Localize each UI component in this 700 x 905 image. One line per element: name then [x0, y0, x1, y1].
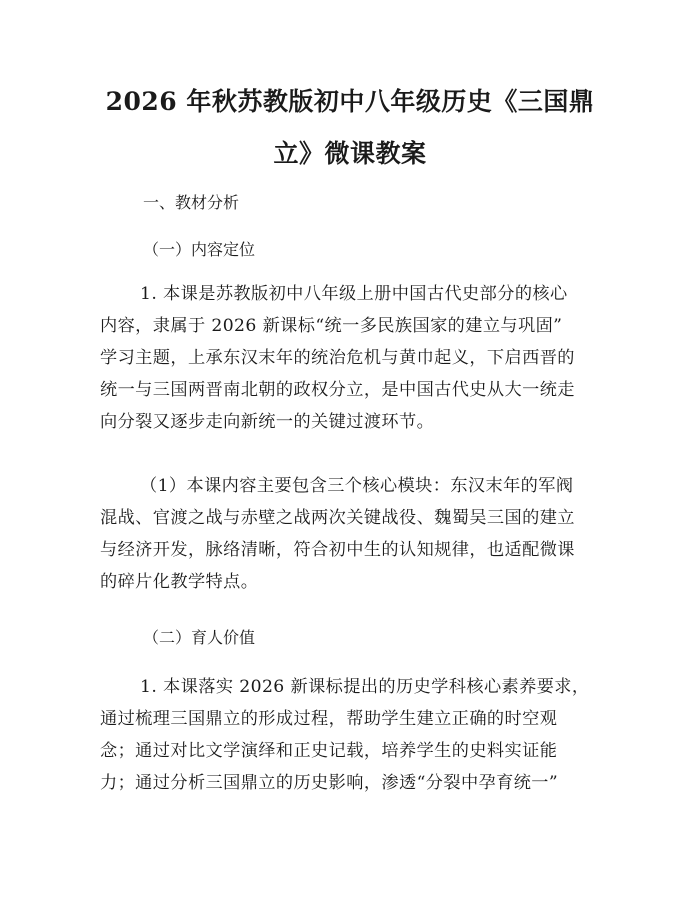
paragraph-line: 通过梳理三国鼎立的形成过程，帮助学生建立正确的时空观 — [100, 709, 558, 729]
paragraph-content-positioning-2 — [100, 470, 600, 598]
subsection-heading-content-positioning: （一）内容定位 — [143, 240, 256, 259]
paragraph-line: 与经济开发，脉络清晰，符合初中生的认知规律，也适配微课 — [100, 540, 575, 560]
paragraph-line: 力；通过分析三国鼎立的历史影响，渗透“分裂中孕育统一” — [100, 773, 559, 793]
paragraph-content-positioning-1 — [100, 278, 600, 438]
subsection-heading-educational-value: （二）育人价值 — [143, 628, 256, 647]
paragraph-line: 统一与三国两晋南北朝的政权分立，是中国古代史从大一统走 — [100, 380, 575, 400]
paragraph-line: 念；通过对比文学演绎和正史记载，培养学生的史料实证能 — [100, 741, 558, 761]
paragraph-line: （1）本课内容主要包含三个核心模块：东汉末年的军阀 — [140, 476, 574, 496]
paragraph-line: 1. 本课是苏教版初中八年级上册中国古代史部分的核心 — [140, 284, 568, 304]
paragraph-line: 的碎片化教学特点。 — [100, 572, 259, 592]
paragraph-line: 1. 本课落实 2026 新课标提出的历史学科核心素养要求， — [140, 677, 590, 697]
paragraph-line: 向分裂又逐步走向新统一的关键过渡环节。 — [100, 412, 435, 432]
paragraph-line: 学习主题，上承东汉末年的统治危机与黄巾起义，下启西晋的 — [100, 348, 575, 368]
document-title-line-2: 立》微课教案 — [273, 139, 427, 168]
document-title-line-1: 2026 年秋苏教版初中八年级历史《三国鼎 — [105, 87, 595, 116]
paragraph-educational-value-1 — [100, 671, 600, 799]
paragraph-line: 混战、官渡之战与赤壁之战两次关键战役、魏蜀吴三国的建立 — [100, 508, 575, 528]
paragraph-line: 内容，隶属于 2026 新课标“统一多民族国家的建立与巩固” — [100, 316, 563, 336]
section-heading-textbook-analysis: 一、教材分析 — [143, 193, 240, 212]
